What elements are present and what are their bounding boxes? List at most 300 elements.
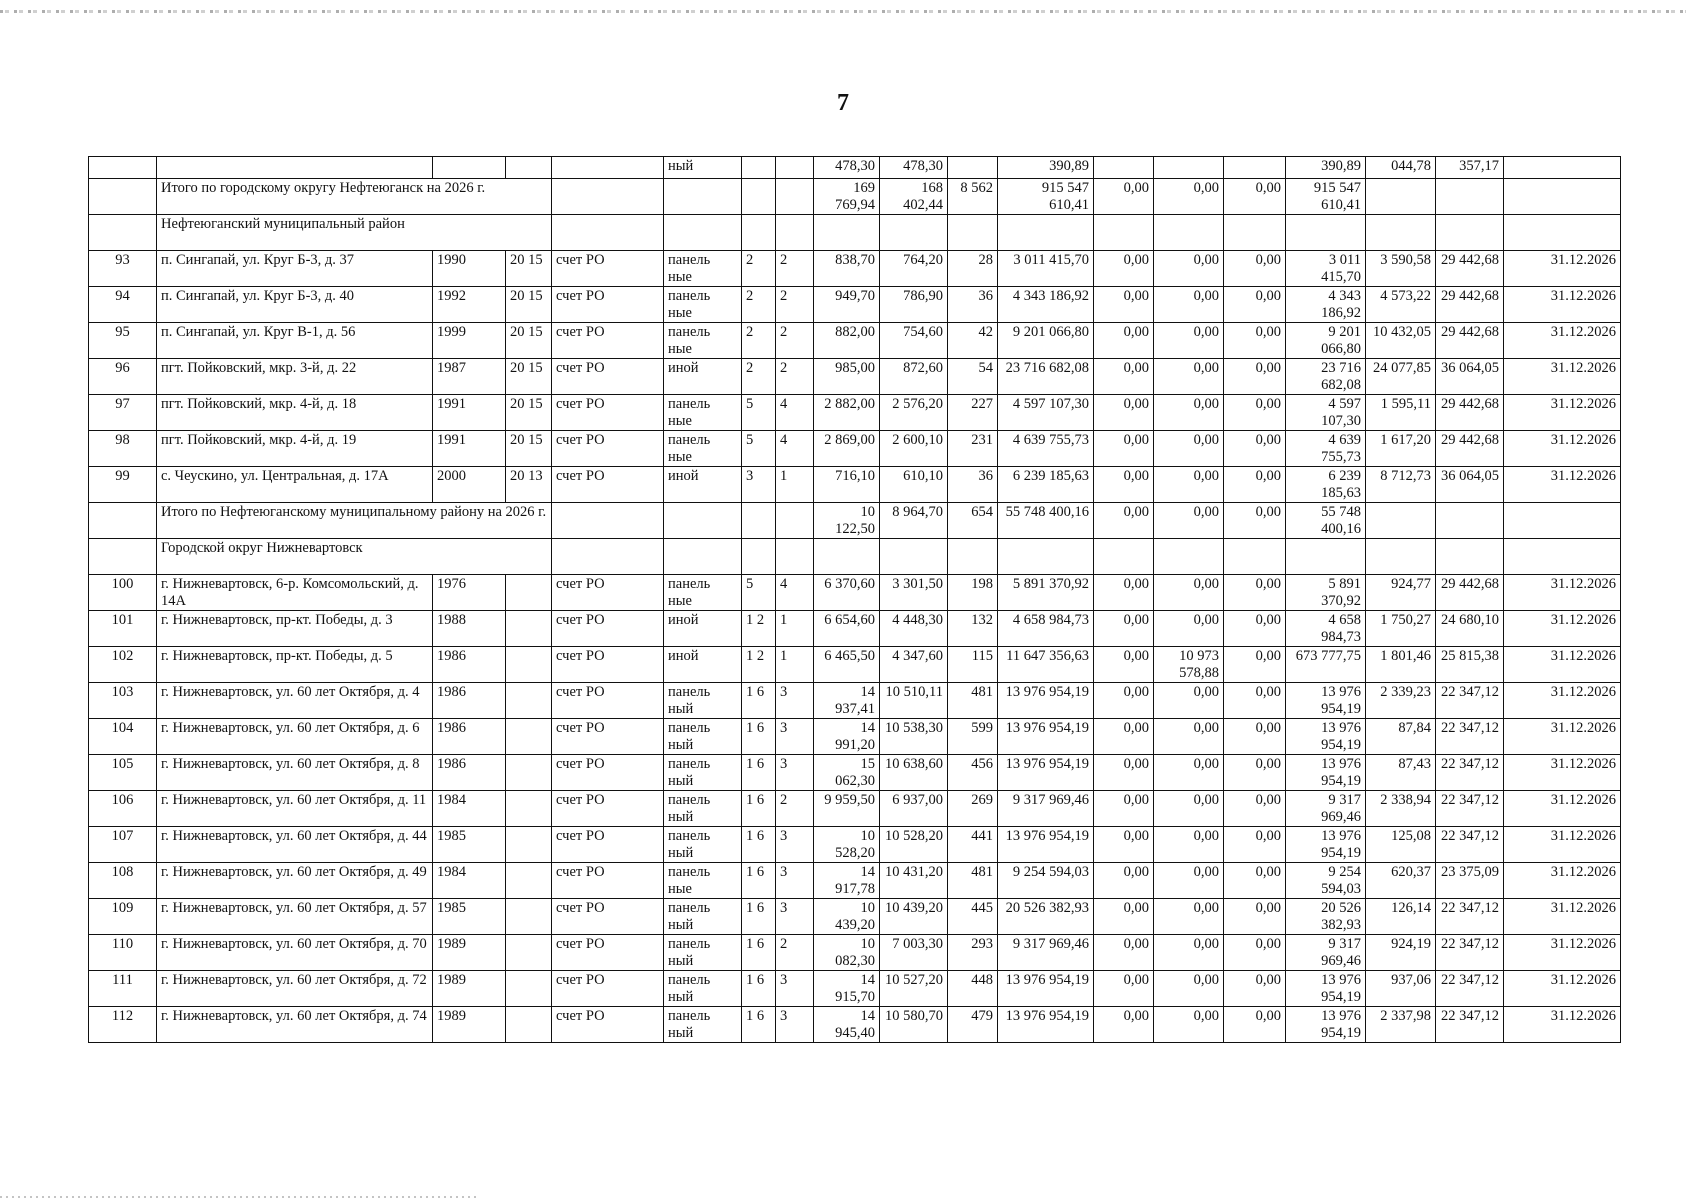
unit-cost-limit: 22 347,12 [1436,683,1504,719]
total-cost: 55 748 400,16 [998,503,1094,539]
row-number: 98 [89,431,157,467]
empty-cell [664,179,742,215]
build-year: 1985 [433,827,506,863]
fund-method: счет РО [552,755,664,791]
unit-cost: 620,37 [1366,863,1436,899]
area-total: 985,00 [814,359,880,395]
area-living: 10 431,20 [880,863,948,899]
table-row [89,395,1621,431]
unit-cost: 937,06 [1366,971,1436,1007]
floors: 1 6 [742,935,776,971]
table-row [89,647,1621,683]
build-year: 1984 [433,863,506,899]
repair-cost: 13 976 954,19 [998,971,1094,1007]
area-total: 10 528,20 [814,827,880,863]
address: г. Нижневартовск, ул. 60 лет Октября, д. 8 [157,755,433,791]
fund-regional: 10 973 578,88 [1154,647,1224,683]
owners-funds: 9 201 066,80 [1286,323,1366,359]
wall-material: панель ные [664,575,742,611]
total-label: Итого по городскому округу Нефтеюганск на 2026 г. [157,179,552,215]
entrances: 3 [776,827,814,863]
repair-year [506,683,552,719]
area-living: 4 347,60 [880,647,948,683]
floors: 5 [742,575,776,611]
unit-cost-limit: 22 347,12 [1436,935,1504,971]
residents: 54 [948,359,998,395]
empty-cell [89,215,157,251]
unit-cost: 4 573,22 [1366,287,1436,323]
unit-cost: 10 432,05 [1366,323,1436,359]
section-title: Городской округ Нижневартовск [157,539,552,575]
address: п. Сингапай, ул. Круг Б-3, д. 37 [157,251,433,287]
table-row [89,791,1621,827]
unit-cost-limit: 22 347,12 [1436,899,1504,935]
fund-local: 0,00 [1224,683,1286,719]
floors: 2 [742,323,776,359]
fund-regional: 0,00 [1154,683,1224,719]
table-row [89,575,1621,611]
address: г. Нижневартовск, ул. 60 лет Октября, д. 49 [157,863,433,899]
total-fund-federal: 0,00 [1094,503,1154,539]
table-row [89,827,1621,863]
unit-cost: 2 339,23 [1366,683,1436,719]
fund-local: 0,00 [1224,359,1286,395]
fund-regional: 0,00 [1154,719,1224,755]
cont-cell: 044,78 [1366,157,1436,179]
area-living: 2 576,20 [880,395,948,431]
entrances: 3 [776,719,814,755]
unit-cost-limit: 22 347,12 [1436,755,1504,791]
fund-method: счет РО [552,1007,664,1043]
area-living: 872,60 [880,359,948,395]
fund-regional: 0,00 [1154,899,1224,935]
total-row [89,503,1621,539]
residents: 481 [948,683,998,719]
cont-cell [776,157,814,179]
total-area-total: 10 122,50 [814,503,880,539]
completion-date: 31.12.2026 [1504,323,1621,359]
repair-cost: 13 976 954,19 [998,1007,1094,1043]
empty-cell [1504,539,1621,575]
fund-federal: 0,00 [1094,719,1154,755]
empty-cell [552,503,664,539]
residents: 441 [948,827,998,863]
unit-cost: 1 595,11 [1366,395,1436,431]
completion-date: 31.12.2026 [1504,647,1621,683]
area-total: 882,00 [814,323,880,359]
table-body [89,157,1621,1043]
area-living: 10 638,60 [880,755,948,791]
fund-regional: 0,00 [1154,863,1224,899]
repair-cost: 13 976 954,19 [998,755,1094,791]
address: г. Нижневартовск, 6-р. Комсомольский, д. 14А [157,575,433,611]
area-living: 786,90 [880,287,948,323]
repair-cost: 4 658 984,73 [998,611,1094,647]
cont-cell [433,157,506,179]
build-year: 1985 [433,899,506,935]
completion-date: 31.12.2026 [1504,467,1621,503]
owners-funds: 3 011 415,70 [1286,251,1366,287]
fund-method: счет РО [552,863,664,899]
entrances: 3 [776,1007,814,1043]
empty-cell [1366,503,1436,539]
residents: 269 [948,791,998,827]
cont-cell [506,157,552,179]
fund-regional: 0,00 [1154,755,1224,791]
wall-material: панель ные [664,251,742,287]
fund-method: счет РО [552,935,664,971]
area-living: 10 528,20 [880,827,948,863]
fund-local: 0,00 [1224,611,1286,647]
owners-funds: 673 777,75 [1286,647,1366,683]
residents: 481 [948,863,998,899]
floors: 2 [742,251,776,287]
fund-regional: 0,00 [1154,359,1224,395]
total-fund-regional: 0,00 [1154,179,1224,215]
wall-material: панель ные [664,863,742,899]
floors: 1 6 [742,719,776,755]
cont-cell [157,157,433,179]
cont-cell [1094,157,1154,179]
area-total: 2 869,00 [814,431,880,467]
floors: 2 [742,359,776,395]
fund-federal: 0,00 [1094,863,1154,899]
entrances: 3 [776,755,814,791]
cont-cell: ный [664,157,742,179]
repair-cost: 9 317 969,46 [998,791,1094,827]
build-year: 1988 [433,611,506,647]
unit-cost: 8 712,73 [1366,467,1436,503]
total-row [89,179,1621,215]
owners-funds: 9 317 969,46 [1286,791,1366,827]
fund-method: счет РО [552,827,664,863]
floors: 1 6 [742,1007,776,1043]
repair-cost: 4 343 186,92 [998,287,1094,323]
fund-regional: 0,00 [1154,611,1224,647]
residents: 132 [948,611,998,647]
fund-local: 0,00 [1224,791,1286,827]
address: п. Сингапай, ул. Круг В-1, д. 56 [157,323,433,359]
floors: 1 6 [742,971,776,1007]
empty-cell [1094,215,1154,251]
fund-federal: 0,00 [1094,575,1154,611]
floors: 1 6 [742,791,776,827]
fund-federal: 0,00 [1094,251,1154,287]
wall-material: иной [664,647,742,683]
row-number: 99 [89,467,157,503]
residents: 36 [948,287,998,323]
row-number: 112 [89,1007,157,1043]
fund-local: 0,00 [1224,395,1286,431]
wall-material: панель ный [664,1007,742,1043]
repair-cost: 3 011 415,70 [998,251,1094,287]
empty-cell [89,539,157,575]
address: г. Нижневартовск, ул. 60 лет Октября, д. 4 [157,683,433,719]
completion-date: 31.12.2026 [1504,971,1621,1007]
unit-cost: 924,19 [1366,935,1436,971]
unit-cost: 24 077,85 [1366,359,1436,395]
residents: 293 [948,935,998,971]
address: г. Нижневартовск, ул. 60 лет Октября, д. 70 [157,935,433,971]
area-total: 2 882,00 [814,395,880,431]
row-number: 96 [89,359,157,395]
table-row [89,935,1621,971]
row-number: 97 [89,395,157,431]
row-number: 102 [89,647,157,683]
repair-year [506,899,552,935]
wall-material: панель ный [664,935,742,971]
completion-date: 31.12.2026 [1504,359,1621,395]
fund-federal: 0,00 [1094,827,1154,863]
unit-cost-limit: 29 442,68 [1436,323,1504,359]
total-owners-funds: 915 547 610,41 [1286,179,1366,215]
empty-cell [89,503,157,539]
completion-date: 31.12.2026 [1504,827,1621,863]
empty-cell [664,503,742,539]
fund-method: счет РО [552,719,664,755]
empty-cell [998,215,1094,251]
fund-local: 0,00 [1224,647,1286,683]
fund-regional: 0,00 [1154,935,1224,971]
scan-edge-top [0,10,1686,13]
unit-cost-limit: 24 680,10 [1436,611,1504,647]
empty-cell [998,539,1094,575]
repair-year: 20 15 [506,287,552,323]
area-total: 14 991,20 [814,719,880,755]
fund-regional: 0,00 [1154,431,1224,467]
scan-edge-bottom [0,1196,480,1198]
repair-year: 20 15 [506,395,552,431]
entrances: 1 [776,467,814,503]
table-row [89,323,1621,359]
empty-cell [552,215,664,251]
fund-federal: 0,00 [1094,467,1154,503]
row-number: 108 [89,863,157,899]
unit-cost: 1 617,20 [1366,431,1436,467]
fund-regional: 0,00 [1154,791,1224,827]
cont-cell: 390,89 [1286,157,1366,179]
residents: 198 [948,575,998,611]
fund-federal: 0,00 [1094,935,1154,971]
area-total: 15 062,30 [814,755,880,791]
owners-funds: 13 976 954,19 [1286,971,1366,1007]
area-living: 764,20 [880,251,948,287]
table-row [89,719,1621,755]
residents: 231 [948,431,998,467]
area-total: 6 654,60 [814,611,880,647]
repair-year: 20 15 [506,323,552,359]
fund-method: счет РО [552,611,664,647]
fund-federal: 0,00 [1094,359,1154,395]
fund-federal: 0,00 [1094,611,1154,647]
total-area-living: 168 402,44 [880,179,948,215]
unit-cost-limit: 29 442,68 [1436,287,1504,323]
area-total: 949,70 [814,287,880,323]
fund-method: счет РО [552,467,664,503]
wall-material: панель ный [664,827,742,863]
repair-year: 20 15 [506,251,552,287]
build-year: 1992 [433,287,506,323]
owners-funds: 20 526 382,93 [1286,899,1366,935]
continuation-row [89,157,1621,179]
residents: 36 [948,467,998,503]
empty-cell [776,215,814,251]
section-title: Нефтеюганский муниципальный район [157,215,552,251]
address: пгт. Пойковский, мкр. 4-й, д. 19 [157,431,433,467]
fund-local: 0,00 [1224,971,1286,1007]
address: г. Нижневартовск, пр-кт. Победы, д. 3 [157,611,433,647]
unit-cost: 924,77 [1366,575,1436,611]
address: пгт. Пойковский, мкр. 4-й, д. 18 [157,395,433,431]
floors: 1 6 [742,863,776,899]
area-total: 14 915,70 [814,971,880,1007]
address: г. Нижневартовск, ул. 60 лет Октября, д. 6 [157,719,433,755]
entrances: 2 [776,791,814,827]
fund-federal: 0,00 [1094,323,1154,359]
entrances: 1 [776,611,814,647]
residents: 456 [948,755,998,791]
empty-cell [880,215,948,251]
fund-local: 0,00 [1224,1007,1286,1043]
owners-funds: 4 658 984,73 [1286,611,1366,647]
fund-regional: 0,00 [1154,971,1224,1007]
table-row [89,755,1621,791]
entrances: 2 [776,935,814,971]
row-number: 94 [89,287,157,323]
repair-cost: 4 639 755,73 [998,431,1094,467]
build-year: 1987 [433,359,506,395]
empty-cell [776,179,814,215]
unit-cost: 3 590,58 [1366,251,1436,287]
row-number: 103 [89,683,157,719]
area-living: 4 448,30 [880,611,948,647]
empty-cell [776,503,814,539]
fund-regional: 0,00 [1154,323,1224,359]
completion-date: 31.12.2026 [1504,899,1621,935]
fund-local: 0,00 [1224,575,1286,611]
entrances: 4 [776,395,814,431]
unit-cost-limit: 36 064,05 [1436,359,1504,395]
entrances: 4 [776,575,814,611]
cont-cell: 390,89 [998,157,1094,179]
entrances: 3 [776,971,814,1007]
repair-cost: 9 201 066,80 [998,323,1094,359]
fund-federal: 0,00 [1094,971,1154,1007]
owners-funds: 4 639 755,73 [1286,431,1366,467]
area-living: 10 510,11 [880,683,948,719]
unit-cost: 1 750,27 [1366,611,1436,647]
fund-federal: 0,00 [1094,431,1154,467]
owners-funds: 13 976 954,19 [1286,755,1366,791]
repair-year [506,791,552,827]
unit-cost: 2 338,94 [1366,791,1436,827]
fund-federal: 0,00 [1094,791,1154,827]
wall-material: иной [664,467,742,503]
owners-funds: 9 317 969,46 [1286,935,1366,971]
unit-cost-limit: 29 442,68 [1436,431,1504,467]
wall-material: панель ный [664,971,742,1007]
cont-cell [89,157,157,179]
empty-cell [814,215,880,251]
unit-cost-limit: 29 442,68 [1436,251,1504,287]
row-number: 95 [89,323,157,359]
area-living: 754,60 [880,323,948,359]
fund-local: 0,00 [1224,431,1286,467]
empty-cell [1286,215,1366,251]
wall-material: панель ные [664,323,742,359]
total-cost: 915 547 610,41 [998,179,1094,215]
area-living: 6 937,00 [880,791,948,827]
area-total: 6 465,50 [814,647,880,683]
build-year: 1989 [433,971,506,1007]
table-row [89,467,1621,503]
repair-year [506,755,552,791]
row-number: 105 [89,755,157,791]
total-area-total: 169 769,94 [814,179,880,215]
total-area-living: 8 964,70 [880,503,948,539]
cont-cell [552,157,664,179]
floors: 5 [742,431,776,467]
fund-local: 0,00 [1224,719,1286,755]
cont-cell: 357,17 [1436,157,1504,179]
wall-material: панель ный [664,755,742,791]
empty-cell [1286,539,1366,575]
cont-cell: 478,30 [880,157,948,179]
unit-cost-limit: 36 064,05 [1436,467,1504,503]
repair-cost: 20 526 382,93 [998,899,1094,935]
fund-federal: 0,00 [1094,287,1154,323]
area-total: 6 370,60 [814,575,880,611]
owners-funds: 13 976 954,19 [1286,719,1366,755]
repair-cost: 9 254 594,03 [998,863,1094,899]
residents: 115 [948,647,998,683]
row-number: 101 [89,611,157,647]
address: с. Чеускино, ул. Центральная, д. 17А [157,467,433,503]
fund-federal: 0,00 [1094,683,1154,719]
completion-date: 31.12.2026 [1504,791,1621,827]
repair-cost: 9 317 969,46 [998,935,1094,971]
build-year: 1986 [433,755,506,791]
repair-year [506,827,552,863]
page-number: 7 [837,90,849,116]
wall-material: панель ный [664,899,742,935]
fund-regional: 0,00 [1154,251,1224,287]
fund-local: 0,00 [1224,755,1286,791]
total-fund-local: 0,00 [1224,503,1286,539]
fund-method: счет РО [552,359,664,395]
row-number: 106 [89,791,157,827]
empty-cell [89,179,157,215]
unit-cost: 125,08 [1366,827,1436,863]
fund-regional: 0,00 [1154,1007,1224,1043]
unit-cost-limit: 29 442,68 [1436,575,1504,611]
empty-cell [1224,215,1286,251]
entrances: 3 [776,683,814,719]
area-total: 9 959,50 [814,791,880,827]
fund-local: 0,00 [1224,863,1286,899]
repair-year [506,719,552,755]
residents: 227 [948,395,998,431]
fund-method: счет РО [552,683,664,719]
row-number: 93 [89,251,157,287]
fund-federal: 0,00 [1094,395,1154,431]
repair-year [506,1007,552,1043]
area-living: 10 527,20 [880,971,948,1007]
section-header-row [89,539,1621,575]
floors: 1 6 [742,899,776,935]
repair-cost: 4 597 107,30 [998,395,1094,431]
table-row [89,251,1621,287]
